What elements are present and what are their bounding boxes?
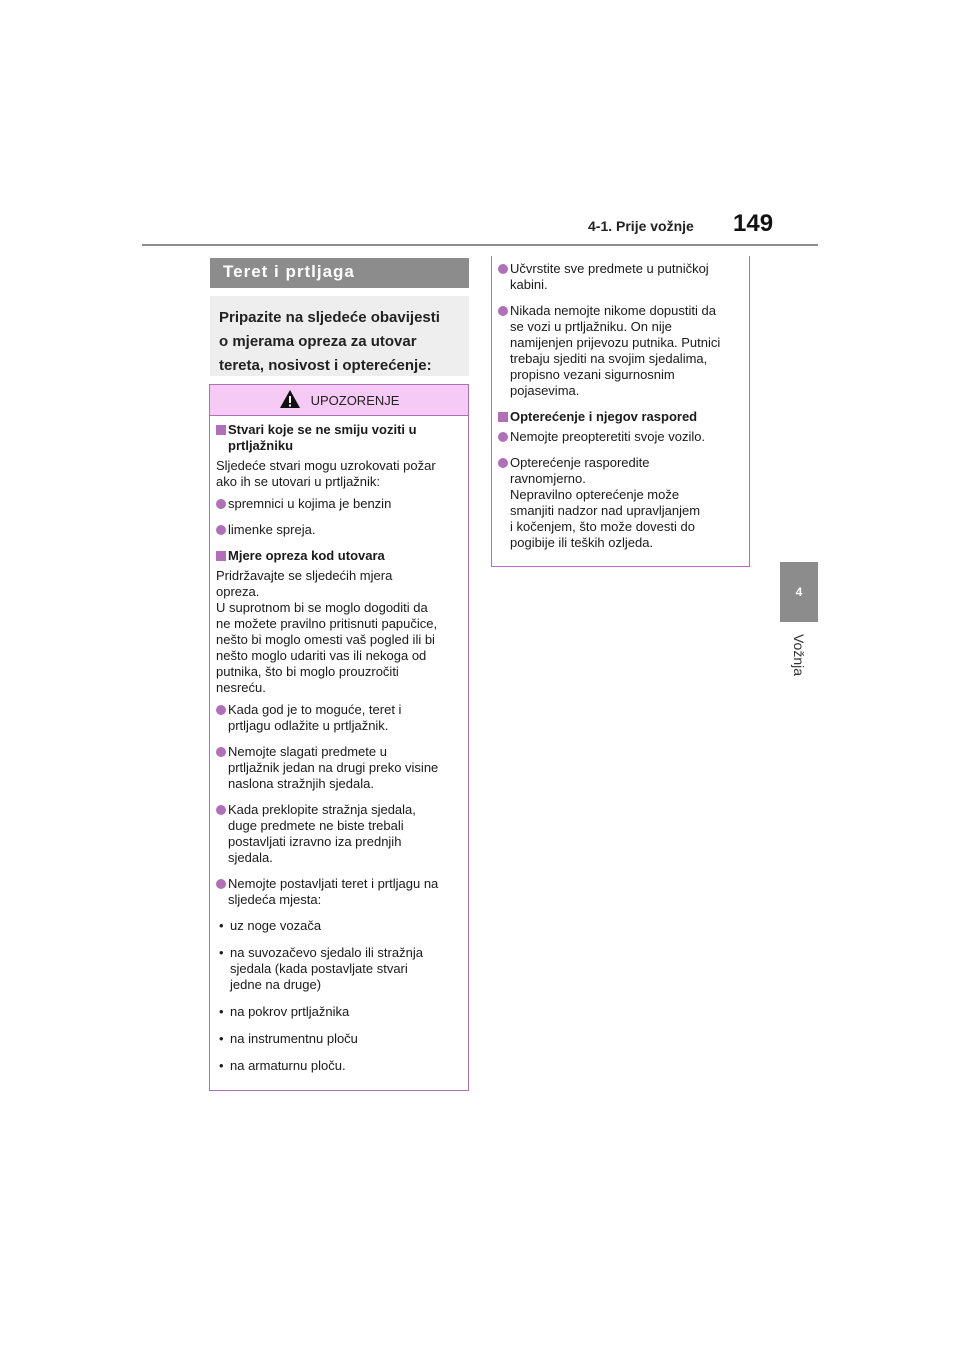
- dash-item-line: • na armaturnu ploču.: [230, 1058, 346, 1073]
- warning-content: [210, 416, 468, 1074]
- bullet-item-line: Kada preklopite stražnja sjedala,: [228, 802, 416, 817]
- chapter-number: 4: [795, 585, 803, 599]
- bullet-item-line: sljedeća mjesta:: [228, 892, 322, 907]
- bullet-item-line: Nemojte slagati predmete u: [228, 744, 387, 759]
- intro-box: [210, 296, 469, 376]
- paragraph-line: U suprotnom bi se moglo dogoditi da: [216, 600, 428, 615]
- bullet-item-line: kabini.: [510, 277, 548, 292]
- paragraph-line: ako ih se utovari u prtljažnik:: [216, 474, 381, 489]
- bullet-item-line: se vozi u prtljažniku. On nije: [510, 319, 672, 334]
- intro-line: o mjerama opreza za utovar: [219, 333, 417, 350]
- subheading-load-distribution: [498, 409, 741, 425]
- bullet-item: [216, 522, 460, 538]
- bullet-item-line: naslona stražnjih sjedala.: [228, 776, 374, 791]
- paragraph-line: opreza.: [216, 584, 260, 599]
- bullet-item: [498, 455, 741, 551]
- paragraph: [216, 568, 460, 696]
- bullet-item-line: trebaju sjediti na svojim sjedalima,: [510, 351, 708, 366]
- chapter-label: [775, 630, 823, 680]
- subheading-loading-precautions-line: Mjere opreza kod utovara: [228, 548, 385, 563]
- header-divider: [142, 244, 818, 246]
- dash-item-line: • na pokrov prtljažnika: [230, 1004, 350, 1019]
- bullet-item-line: Nepravilno opterećenje može: [510, 487, 680, 502]
- chapter-label-text: Vožnja: [790, 633, 807, 677]
- dash-item-line: sjedala (kada postavljate stvari: [230, 961, 408, 976]
- bullet-item: [498, 261, 741, 293]
- bullet-item-line: namijenjen prijevozu putnika. Putnici: [510, 335, 721, 350]
- bullet-item-line: i kočenjem, što može dovesti do: [510, 519, 695, 534]
- warning-triangle-icon: [279, 389, 301, 412]
- bullet-item-line: Kada god je to moguće, teret i: [228, 702, 402, 717]
- bullet-item-line: prtljažnik jedan na drugi preko visine: [228, 760, 439, 775]
- bullet-item-line: Nemojte postavljati teret i prtljagu na: [228, 876, 439, 891]
- bullet-item: [498, 429, 741, 445]
- dash-item: [216, 1004, 460, 1020]
- subheading-load-distribution-line: Opterećenje i njegov raspored: [510, 409, 698, 424]
- right-column-box: [491, 256, 750, 567]
- paragraph-line: putnika, što bi moglo prouzročiti: [216, 664, 399, 679]
- dash-item-line: • na instrumentnu ploču: [230, 1031, 358, 1046]
- subheading-load-restrictions-line: prtljažniku: [228, 438, 294, 453]
- paragraph-line: Sljedeće stvari mogu uzrokovati požar: [216, 458, 436, 473]
- dash-item: [216, 945, 460, 993]
- bullet-item-line: duge predmete ne biste trebali: [228, 818, 404, 833]
- paragraph: [216, 458, 460, 490]
- page-number: 149: [733, 210, 774, 237]
- paragraph-line: nešto moglo udariti vas ili nekoga od: [216, 648, 427, 663]
- dash-item: [216, 1058, 460, 1074]
- bullet-item-line: pogibije ili teških ozljeda.: [510, 535, 654, 550]
- paragraph-line: Pridržavajte se sljedećih mjera: [216, 568, 393, 583]
- bullet-item: [216, 496, 460, 512]
- bullet-item-line: Nikada nemojte nikome dopustiti da: [510, 303, 716, 318]
- bullet-item-line: spremnici u kojima je benzin: [228, 496, 392, 511]
- bullet-item-line: propisno vezani sigurnosnim: [510, 367, 675, 382]
- warning-box: [209, 384, 469, 1091]
- dash-item-line: jedne na druge): [230, 977, 322, 992]
- paragraph-line: nesreću.: [216, 680, 266, 695]
- chapter-tab: [780, 562, 818, 622]
- bullet-item-line: Učvrstite sve predmete u putničkoj: [510, 261, 709, 276]
- bullet-item: [216, 802, 460, 866]
- paragraph-line: ne možete pravilno pritisnuti papučice,: [216, 616, 438, 631]
- bullet-item-line: smanjiti nadzor nad upravljanjem: [510, 503, 701, 518]
- bullet-item: [216, 702, 460, 734]
- subheading-load-restrictions-line: Stvari koje se ne smiju voziti u: [228, 422, 417, 437]
- warning-title: UPOZORENJE: [310, 392, 400, 408]
- header-section-label: 4-1. Prije vožnje: [588, 218, 694, 234]
- bullet-item: [498, 303, 741, 399]
- dash-item-line: • uz noge vozača: [230, 918, 322, 933]
- warning-header: [210, 385, 468, 416]
- bullet-item-line: postavljati izravno iza prednjih: [228, 834, 402, 849]
- subheading-load-restrictions: [216, 422, 460, 454]
- bullet-item: [216, 744, 460, 792]
- bullet-item-line: Nemojte preopteretiti svoje vozilo.: [510, 429, 706, 444]
- intro-line: tereta, nosivost i opterećenje:: [219, 357, 432, 374]
- dash-item: [216, 918, 460, 934]
- intro-line: Pripazite na sljedeće obavijesti: [219, 309, 440, 326]
- bullet-item-line: pojasevima.: [510, 383, 580, 398]
- bullet-item: [216, 876, 460, 908]
- dash-item: [216, 1031, 460, 1047]
- bullet-item-line: prtljagu odlažite u prtljažnik.: [228, 718, 389, 733]
- section-title: Teret i prtljaga: [210, 258, 469, 288]
- paragraph-line: nešto bi moglo omesti vaš pogled ili bi: [216, 632, 435, 647]
- bullet-item-line: sjedala.: [228, 850, 273, 865]
- dash-item-line: • na suvozačevo sjedalo ili stražnja: [230, 945, 423, 960]
- bullet-item-line: Opterećenje rasporedite: [510, 455, 650, 470]
- subheading-loading-precautions: [216, 548, 460, 564]
- bullet-item-line: limenke spreja.: [228, 522, 316, 537]
- bullet-item-line: ravnomjerno.: [510, 471, 586, 486]
